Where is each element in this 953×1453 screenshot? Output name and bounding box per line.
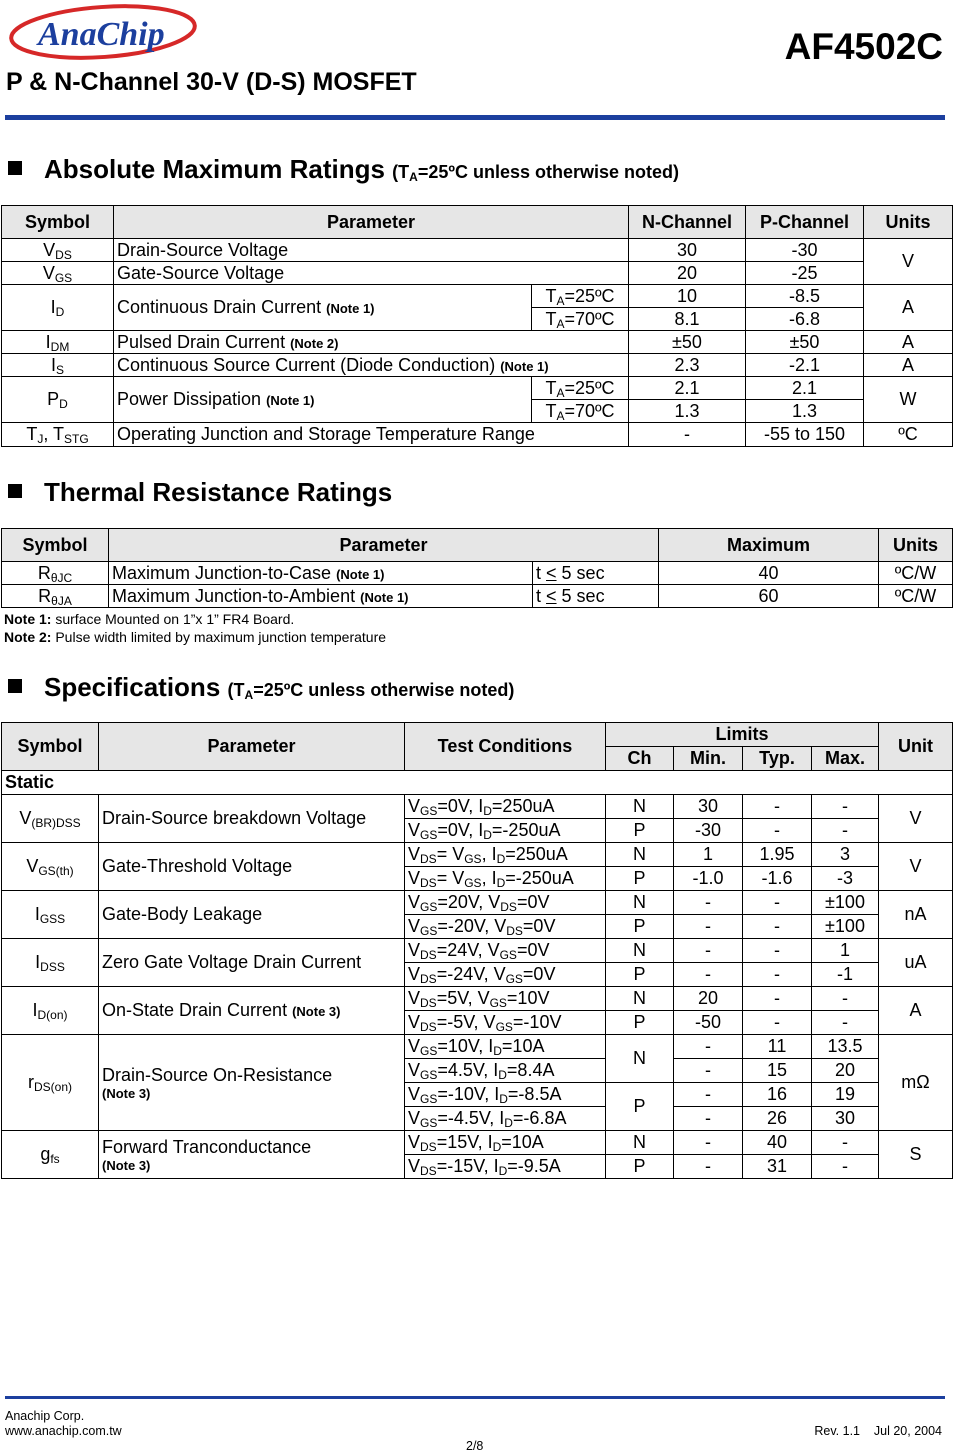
subscript: A <box>409 170 418 184</box>
table-cell: - <box>674 1059 743 1083</box>
table-cell: - <box>674 915 743 939</box>
table-cell: - <box>629 423 746 447</box>
table-cell: $P_D$ <box>2 377 114 423</box>
table-cell: - <box>812 1131 879 1155</box>
table-cell: Drain-Source On-Resistance (Note 3) <box>99 1035 405 1131</box>
table-cell: A <box>864 354 953 377</box>
table-cell: N <box>606 843 674 867</box>
table-cell: -6.8 <box>746 308 864 331</box>
table-cell: 1 <box>674 843 743 867</box>
table-cell: N <box>606 1035 674 1083</box>
note-reference: (Note 2) <box>290 335 339 351</box>
subscript: GS <box>420 1044 438 1058</box>
table-cell: $T_A=70ºC$ <box>532 308 629 331</box>
subscript: GS <box>54 270 73 285</box>
table-cell: - <box>812 1155 879 1179</box>
subscript: fs <box>50 1152 60 1166</box>
table-cell: - <box>743 939 812 963</box>
table-cell: N <box>606 891 674 915</box>
table-cell: - <box>812 1011 879 1035</box>
table-cell: 13.5 <box>812 1035 879 1059</box>
footer-website: www.anachip.com.tw <box>5 1424 122 1438</box>
subscript: GS <box>495 1020 513 1034</box>
table-cell: 20 <box>674 987 743 1011</box>
table-cell: - <box>674 1083 743 1107</box>
note-reference: (Note 3) <box>102 1085 151 1101</box>
subscript: D <box>492 1140 502 1154</box>
table-cell: 40 <box>743 1131 812 1155</box>
table-cell: S <box>879 1131 953 1179</box>
table-cell: - <box>743 1011 812 1035</box>
table-cell: - <box>812 987 879 1011</box>
table-cell: Zero Gate Voltage Drain Current <box>99 939 405 987</box>
note-2: Note 2: Pulse width limited by maximum junction temperature <box>4 629 387 645</box>
table-cell: ºC/W <box>879 562 953 585</box>
subscript: DS <box>420 1140 437 1154</box>
table-cell: ±50 <box>746 331 864 354</box>
subscript: D <box>493 1044 502 1058</box>
header-rule <box>5 115 945 120</box>
anachip-logo <box>8 2 203 66</box>
table-cell: $V_{GS}=0V$, $I_D=-250uA$ <box>405 819 606 843</box>
footer-revision: Rev. 1.1 Jul 20, 2004 <box>814 1424 942 1438</box>
table-row <box>2 331 953 354</box>
column-header: Limits <box>606 723 879 747</box>
thermal-table <box>1 528 953 608</box>
note-reference: (Note 3) <box>102 1157 151 1173</box>
column-header: Ch <box>606 747 674 771</box>
subscript: GS(th) <box>38 864 74 878</box>
subscript: D <box>59 397 68 411</box>
table-cell: $I_D$ <box>2 285 114 331</box>
table-cell: - <box>674 939 743 963</box>
table-cell: $V_{GS(th)}$ <box>2 843 99 891</box>
subscript: DS <box>420 1020 437 1034</box>
table-cell: $V_{DS}=-5V$, $V_{GS}=-10V$ <box>405 1011 606 1035</box>
table-cell: ±100 <box>812 891 879 915</box>
column-header: Units <box>864 206 953 239</box>
table-cell: N <box>606 795 674 819</box>
subscript: GS <box>464 852 482 866</box>
table-header-row <box>2 529 953 562</box>
page-number: 2/8 <box>466 1439 484 1453</box>
table-cell: $V_{DS}= V_{GS}$, $I_D=-250uA$ <box>405 867 606 891</box>
table-cell: - <box>743 915 812 939</box>
table-cell: Gate-Body Leakage <box>99 891 405 939</box>
table-cell: -25 <box>746 262 864 285</box>
table-cell: - <box>743 891 812 915</box>
column-header: Parameter <box>114 206 629 239</box>
column-header: Symbol <box>2 206 114 239</box>
table-cell: ºC <box>864 423 953 447</box>
table-cell: t < 5 sec <box>533 562 659 585</box>
table-cell: P <box>606 1083 674 1131</box>
table-cell: - <box>674 891 743 915</box>
table-cell: 40 <box>659 562 879 585</box>
subscript: (BR)DSS <box>31 816 81 830</box>
table-cell: 11 <box>743 1035 812 1059</box>
table-cell: 1 <box>812 939 879 963</box>
subscript: DS <box>420 996 437 1010</box>
column-header: Min. <box>674 747 743 771</box>
column-header: Parameter <box>99 723 405 771</box>
table-cell: 2.1 <box>746 377 864 400</box>
table-cell: - <box>674 1155 743 1179</box>
table-row <box>2 771 953 795</box>
table-cell: ºC/W <box>879 585 953 608</box>
table-cell: $V_{DS}=5V$, $V_{GS}=10V$ <box>405 987 606 1011</box>
table-cell: $V_{GS}=0V$, $I_D=250uA$ <box>405 795 606 819</box>
table-cell: - <box>674 1131 743 1155</box>
table-cell: A <box>864 285 953 331</box>
table-cell: 1.95 <box>743 843 812 867</box>
subscript: D <box>498 1068 507 1082</box>
subscript: D <box>499 1092 508 1106</box>
table-cell: P <box>606 867 674 891</box>
subscript: D <box>55 305 65 319</box>
table-cell: Gate-Threshold Voltage <box>99 843 405 891</box>
subscript: DS <box>500 900 517 914</box>
table-cell: $T_A=70ºC$ <box>532 400 629 423</box>
table-cell: Pulsed Drain Current (Note 2) <box>114 331 629 354</box>
table-cell: -30 <box>746 239 864 262</box>
subscript: θJC <box>50 570 73 585</box>
subscript: D <box>496 876 506 890</box>
table-header-row <box>2 206 953 239</box>
table-cell: -2.1 <box>746 354 864 377</box>
subscript: S <box>56 362 65 377</box>
table-row <box>2 1131 953 1155</box>
table-cell: Continuous Drain Current (Note 1) <box>114 285 532 331</box>
table-cell: Operating Junction and Storage Temperature Range <box>114 423 629 447</box>
table-cell: $V_{GS}$ <box>2 262 114 285</box>
note-reference: (Note 1) <box>500 358 549 374</box>
column-header: N-Channel <box>629 206 746 239</box>
table-cell: $V_{DS}= V_{GS}$, $I_D=250uA$ <box>405 843 606 867</box>
column-header: Symbol <box>2 723 99 771</box>
column-header: Units <box>879 529 953 562</box>
table-row <box>2 585 953 608</box>
subscript: GS <box>420 924 438 938</box>
table-cell: $I_{D(on)}$ <box>2 987 99 1035</box>
table-cell: 1.3 <box>629 400 746 423</box>
subscript: DS <box>506 924 523 938</box>
table-cell: A <box>879 987 953 1035</box>
table-cell: - <box>743 963 812 987</box>
table-cell: $R_{\theta JC}$ <box>2 562 109 585</box>
table-cell: Drain-Source Voltage <box>114 239 629 262</box>
table-cell: $I_S$ <box>2 354 114 377</box>
subscript: DM <box>50 339 70 354</box>
subscript: GS <box>420 900 438 914</box>
table-cell: ±50 <box>629 331 746 354</box>
table-cell: 31 <box>743 1155 812 1179</box>
table-cell: 15 <box>743 1059 812 1083</box>
subscript: DS <box>420 852 437 866</box>
table-row <box>2 262 953 285</box>
table-cell: - <box>674 1035 743 1059</box>
table-cell: 2.1 <box>629 377 746 400</box>
table-cell: V <box>864 239 953 285</box>
table-cell: A <box>864 331 953 354</box>
table-row <box>2 843 953 867</box>
table-cell: P <box>606 1011 674 1035</box>
table-cell: 26 <box>743 1107 812 1131</box>
note-reference: (Note 3) <box>292 1004 341 1019</box>
table-cell: P <box>606 915 674 939</box>
table-cell: $g_{fs}$ <box>2 1131 99 1179</box>
table-row <box>2 891 953 915</box>
column-header: Maximum <box>659 529 879 562</box>
part-number: AF4502C <box>784 26 943 67</box>
section-thermal-title: Thermal Resistance Ratings <box>8 477 392 508</box>
column-header: Typ. <box>743 747 812 771</box>
table-cell: -1 <box>812 963 879 987</box>
subscript: DS <box>420 1164 437 1178</box>
table-row <box>2 795 953 819</box>
subscript: GS <box>489 996 507 1010</box>
table-cell: 30 <box>629 239 746 262</box>
table-header-row <box>2 723 953 747</box>
table-cell: $T_J$, $T_{STG}$ <box>2 423 114 447</box>
table-cell: P <box>606 1155 674 1179</box>
note-reference: (Note 1) <box>360 589 409 605</box>
table-cell: 20 <box>629 262 746 285</box>
table-row <box>2 987 953 1011</box>
table-cell: Maximum Junction-to-Ambient (Note 1) <box>109 585 533 608</box>
abs-max-table <box>1 205 953 447</box>
page-subtitle: P & N-Channel 30-V (D-S) MOSFET <box>6 68 417 96</box>
table-cell: -8.5 <box>746 285 864 308</box>
table-cell: Continuous Source Current (Diode Conduction) (Note 1) <box>114 354 629 377</box>
table-cell: 10 <box>629 285 746 308</box>
table-cell: N <box>606 1131 674 1155</box>
subscript: GS <box>464 876 482 890</box>
table-cell: Static <box>2 771 953 795</box>
table-row <box>2 1035 953 1059</box>
table-cell: $I_{GSS}$ <box>2 891 99 939</box>
table-cell: $R_{\theta JA}$ <box>2 585 109 608</box>
square-bullet-icon <box>8 161 22 175</box>
subscript: DS(on) <box>33 1080 72 1094</box>
subscript: A <box>556 408 565 423</box>
table-cell: 3 <box>812 843 879 867</box>
column-header: Symbol <box>2 529 109 562</box>
table-cell: 20 <box>812 1059 879 1083</box>
table-cell: -1.0 <box>674 867 743 891</box>
table-cell: t < 5 sec <box>533 585 659 608</box>
table-cell: 30 <box>812 1107 879 1131</box>
subscript: D <box>498 1164 508 1178</box>
table-cell: Gate-Source Voltage <box>114 262 629 285</box>
table-cell: $V_{DS}=-15V$, $I_D=-9.5A$ <box>405 1155 606 1179</box>
table-cell: 2.3 <box>629 354 746 377</box>
table-cell: - <box>743 819 812 843</box>
table-cell: P <box>606 819 674 843</box>
subscript: GS <box>420 828 438 842</box>
table-cell: $I_{DSS}$ <box>2 939 99 987</box>
subscript: GS <box>499 948 517 962</box>
subscript: GS <box>420 1116 438 1130</box>
subscript: J <box>37 432 44 446</box>
table-row <box>2 377 953 400</box>
table-cell: Power Dissipation (Note 1) <box>114 377 532 423</box>
table-cell: mΩ <box>879 1035 953 1131</box>
column-header: Unit <box>879 723 953 771</box>
note-reference: (Note 1) <box>326 301 375 316</box>
table-cell: V <box>879 843 953 891</box>
subscript: DS <box>420 972 437 986</box>
table-cell: $V_{GS}=20V$, $V_{DS}=0V$ <box>405 891 606 915</box>
subscript: A <box>244 688 254 702</box>
subscript: D <box>504 1116 513 1130</box>
table-cell: -30 <box>674 819 743 843</box>
table-cell: 16 <box>743 1083 812 1107</box>
table-row <box>2 285 953 308</box>
table-cell: - <box>812 795 879 819</box>
subscript: STG <box>64 432 89 446</box>
table-row <box>2 423 953 447</box>
table-cell: On-State Drain Current (Note 3) <box>99 987 405 1035</box>
table-cell: -1.6 <box>743 867 812 891</box>
table-cell: $T_A=25ºC$ <box>532 377 629 400</box>
table-cell: 1.3 <box>746 400 864 423</box>
subscript: GS <box>505 972 523 986</box>
table-cell: $V_{GS}=-20V$, $V_{DS}=0V$ <box>405 915 606 939</box>
subscript: DSS <box>40 960 65 974</box>
subscript: A <box>556 316 565 331</box>
table-cell: nA <box>879 891 953 939</box>
table-cell: -3 <box>812 867 879 891</box>
subscript: DS <box>55 247 72 262</box>
table-cell: - <box>674 963 743 987</box>
table-cell: P <box>606 963 674 987</box>
subscript: GS <box>420 1092 438 1106</box>
table-cell: uA <box>879 939 953 987</box>
square-bullet-icon <box>8 679 22 693</box>
footer-rule <box>5 1396 945 1399</box>
table-cell: Maximum Junction-to-Case (Note 1) <box>109 562 533 585</box>
table-cell: - <box>743 795 812 819</box>
notes <box>4 610 386 646</box>
table-cell: $V_{GS}=4.5V$, $I_D=8.4A$ <box>405 1059 606 1083</box>
table-cell: 30 <box>674 795 743 819</box>
table-cell: $V_{GS}=-10V$, $I_D=-8.5A$ <box>405 1083 606 1107</box>
subscript: DS <box>420 948 437 962</box>
table-row <box>2 354 953 377</box>
note-1: Note 1: surface Mounted on 1”x 1” FR4 Board. <box>4 611 295 627</box>
section-spec-title: Specifications ($T_A=25ºC$ unless otherwise noted) <box>8 672 514 703</box>
table-cell: $r_{DS(on)}$ <box>2 1035 99 1131</box>
table-cell: W <box>864 377 953 423</box>
logo-text: AnaChip <box>38 16 165 53</box>
note-reference: (Note 1) <box>266 393 315 408</box>
table-cell: -50 <box>674 1011 743 1035</box>
table-cell: $V_{DS}=15V$, $I_D=10A$ <box>405 1131 606 1155</box>
subscript: D <box>496 852 506 866</box>
table-cell: $V_{DS}$ <box>2 239 114 262</box>
table-cell: ±100 <box>812 915 879 939</box>
table-cell: $V_{GS}=10V$, $I_D=10A$ <box>405 1035 606 1059</box>
table-row <box>2 939 953 963</box>
note-reference: (Note 1) <box>336 566 385 582</box>
column-header: Parameter <box>109 529 659 562</box>
column-header: P-Channel <box>746 206 864 239</box>
table-cell: $I_{DM}$ <box>2 331 114 354</box>
table-cell: 8.1 <box>629 308 746 331</box>
square-bullet-icon <box>8 484 22 498</box>
table-cell: N <box>606 939 674 963</box>
table-cell: 60 <box>659 585 879 608</box>
table-cell: $V_{(BR)DSS}$ <box>2 795 99 843</box>
subscript: GSS <box>39 912 66 926</box>
table-cell: $V_{DS}=24V$, $V_{GS}=0V$ <box>405 939 606 963</box>
table-cell: Drain-Source breakdown Voltage <box>99 795 405 843</box>
table-cell: V <box>879 795 953 843</box>
section-abs-max-title: Absolute Maximum Ratings ($T_A=25ºC$ unless otherwise noted) <box>8 154 679 185</box>
table-cell: - <box>674 1107 743 1131</box>
spec-table <box>1 722 953 1179</box>
table-cell: -55 to 150 <box>746 423 864 447</box>
table-row <box>2 239 953 262</box>
table-cell: Forward Tranconductance (Note 3) <box>99 1131 405 1179</box>
table-cell: 19 <box>812 1083 879 1107</box>
table-cell: $T_A=25ºC$ <box>532 285 629 308</box>
subscript: GS <box>420 1068 438 1082</box>
subscript: A <box>556 385 565 400</box>
table-row <box>2 562 953 585</box>
subscript: D(on) <box>37 1008 68 1022</box>
table-cell: N <box>606 987 674 1011</box>
subscript: GS <box>420 804 438 818</box>
subscript: θJA <box>51 593 72 608</box>
table-cell: - <box>812 819 879 843</box>
subscript: D <box>483 804 492 818</box>
column-header: Test Conditions <box>405 723 606 771</box>
column-header: Max. <box>812 747 879 771</box>
subscript: DS <box>420 876 437 890</box>
subscript: A <box>556 293 565 308</box>
table-cell: $V_{DS}=-24V$, $V_{GS}=0V$ <box>405 963 606 987</box>
subscript: D <box>483 828 492 842</box>
table-cell: $V_{GS}=-4.5V$, $I_D=-6.8A$ <box>405 1107 606 1131</box>
footer-company: Anachip Corp. <box>5 1409 85 1423</box>
table-cell: - <box>743 987 812 1011</box>
